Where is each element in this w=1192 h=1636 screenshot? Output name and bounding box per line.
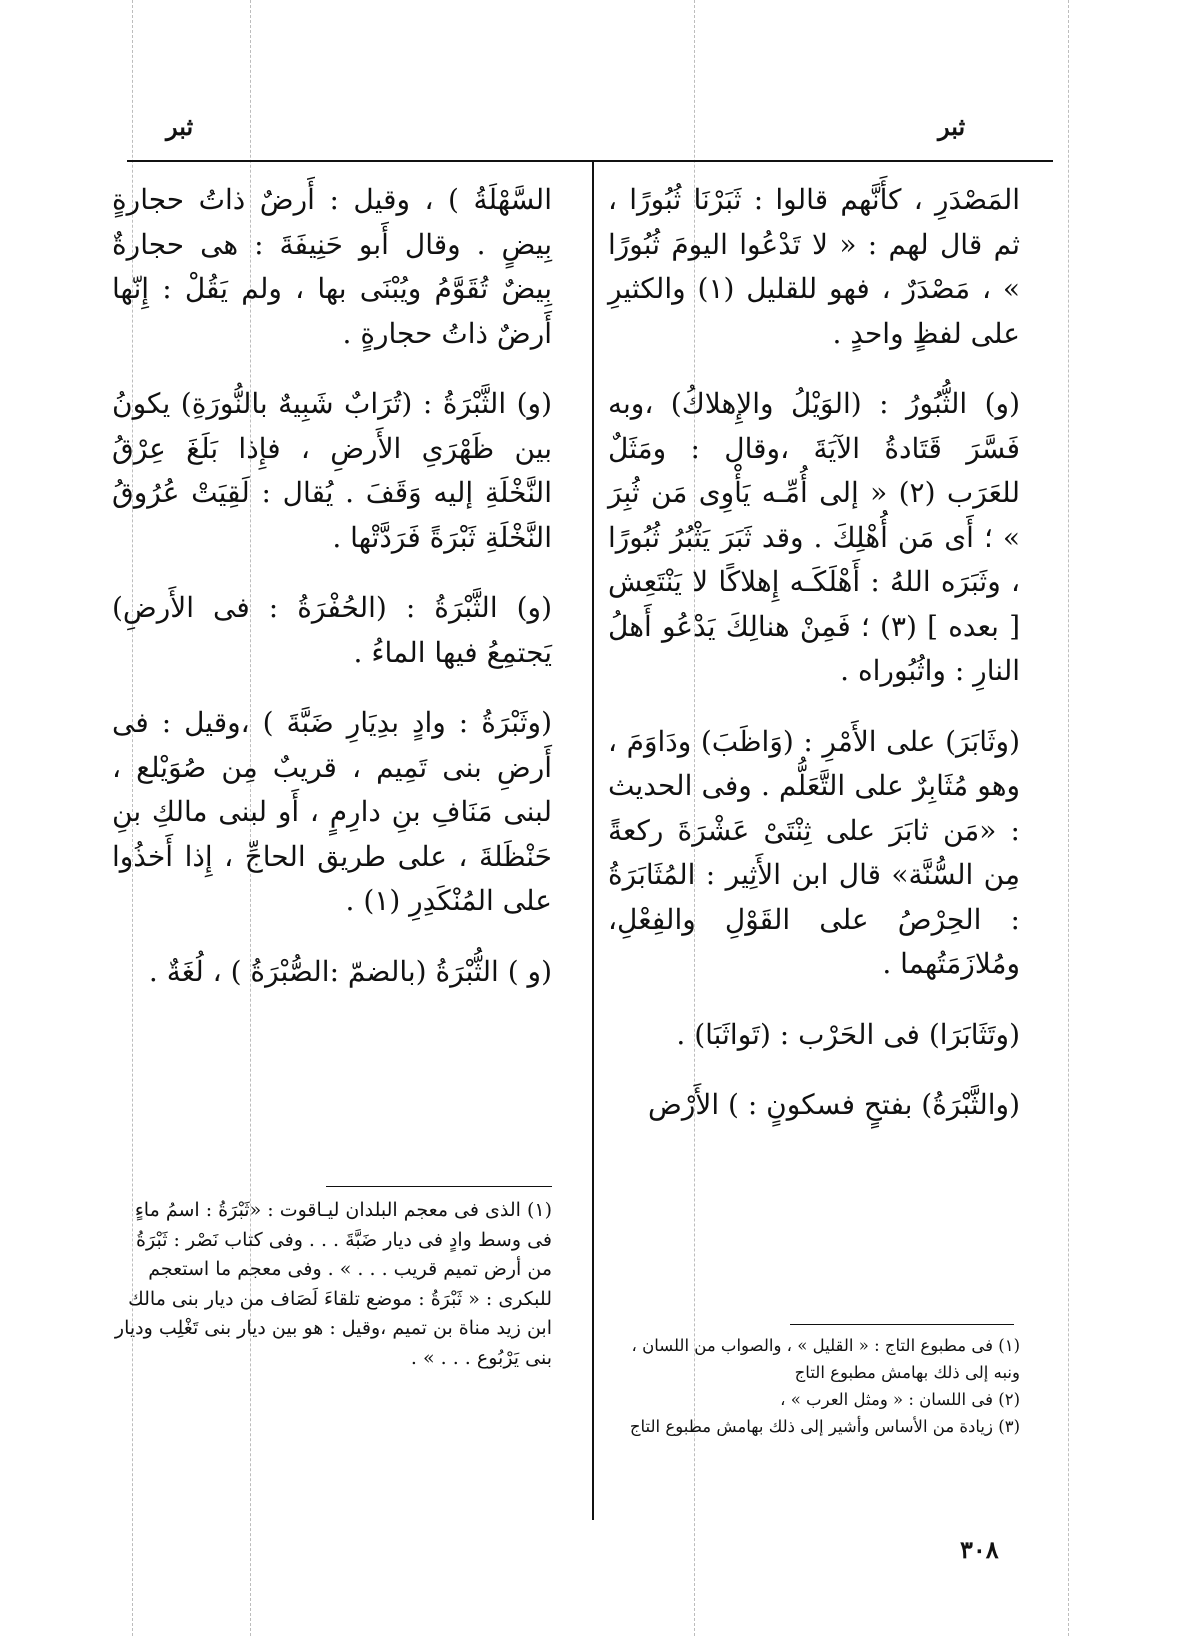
paragraph: المَصْدَرِ ، كأَنَّهم قالوا : ثَبَرْنَا ثُبُورًا ، ثم قال لهم : « لا تَدْعُوا اليومَ ثُبُورًا » ، مَصْدَرٌ ، فهو للقليل (١) والكثيرِ على لفظٍ واحدٍ . xyxy=(608,183,1020,350)
right-column xyxy=(608,178,1020,1128)
footnote: (١) الذى فى معجم البلدان ليـاقوت : «ثَبْرَةُ : اسمُ ماءٍ فى وسط وادٍ فى ديار ضَبَّةَ . . . وفى كتاب نَصْر : ثَبْرَةُ من أرض تميم قريب . . . » . وفى معجم ما استعجم للبكرى : « ثَبْرَةُ : موضع تلقاءَ لَصَاف من ديار بنى مالك ابن زيد مناة بن تميم ،وقيل : هو بين ديار بنى تَغْلِب وديار بنى يَرْبُوع . . . » . xyxy=(114,1199,552,1369)
paragraph: (والثَّبْرَةُ) بفتحٍ فسكونٍ : ) الأَرْض xyxy=(647,1088,1020,1121)
paragraph: السَّهْلَةُ ) ، وقيل : أَرضٌ ذاتُ حجارةٍ بِيضٍ . وقال أَبو حَنِيفَةَ : هى حجارةٌ بِيضٌ تُقَوَّمُ ويُبْنَى بها ، ولم يَقُلْ : إِنّها أَرضٌ ذاتُ حجارةٍ . xyxy=(112,183,552,350)
paragraph: (و) الثَّبْرَةُ : (تُرَابٌ شَبِيهٌ بالنُّورَةِ) يكونُ بين ظَهْرَىِ الأَرضِ ، فإِذا بَلَغَ عِرْقُ النَّخْلَةِ إليه وَقَفَ . يُقال : لَقِيَتْ عُرُوقُ النَّخْلَةِ ثَبْرَةً فَرَدَّتْها . xyxy=(112,387,552,554)
left-footnotes xyxy=(112,1196,552,1373)
column-divider xyxy=(592,160,594,1520)
footnote: (١) فى مطبوع التاج : « القليل » ، والصواب من اللسان ، ونبه إلى ذلك بهامش مطبوع التاج xyxy=(631,1336,1020,1382)
paragraph: (وثَابَرَ) على الأَمْرِ : (وَاظَبَ) ودَاوَمَ ، وهو مُثَابِرٌ على التَّعَلُّم . وفى الحديث : «مَن ثابَرَ على ثِنْتَىْ عَشْرَةَ ركعةً مِن السُّنَّة» قال ابن الأَثِير : المُثَابَرَةُ : الحِرْصُ على القَوْلِ والفِعْلِ، ومُلازَمَتُهما . xyxy=(608,724,1020,980)
paragraph: (و) الثُّبُورُ : (الوَيْلُ والإِهلاكُ) ،وبه فَسَّرَ قَتَادةُ الآيَةَ ،وقال : ومَثَلٌ للعَرَب (٢) « إلى أُمِّـه يَأْوِى مَن ثُبِرَ » ؛ أَى مَن أُهْلِكَ . وقد ثَبَرَ يَثْبُرُ ثُبُورًا ، وثَبَرَه اللهُ : أَهْلَكَـه إِهلاكًا لا يَنْتَعِش [ بعده ] (٣) ؛ فَمِنْ هنالِكَ يَدْعُو أَهلُ النارِ : واثُبُوراه . xyxy=(608,387,1021,687)
footnote: (٢) فى اللسان : « ومثل العرب » ، xyxy=(780,1390,1020,1409)
right-footnotes xyxy=(608,1332,1020,1440)
header-rule xyxy=(127,160,1053,162)
paragraph: (و) الثَّبْرَةُ : (الحُفْرَةُ : فى الأَرضِ) يَجتمِعُ فيها الماءُ . xyxy=(112,591,552,669)
page-number: ٣٠٨ xyxy=(960,1535,999,1564)
scan-fold-line xyxy=(1068,0,1069,1636)
left-column xyxy=(112,178,552,994)
footnote: (٣) زيادة من الأساس وأشير إلى ذلك بهامش مطبوع التاج xyxy=(629,1417,1020,1436)
header-left-root: ثبر xyxy=(166,112,194,141)
footnote-rule xyxy=(326,1186,552,1187)
header-right-root: ثبر xyxy=(938,112,966,141)
paragraph: (وتَثَابَرَا) فى الحَرْب : (تَواثَبَا) . xyxy=(676,1017,1020,1051)
paragraph: (وثَبْرَةُ : وادٍ بدِيَارِ ضَبَّةَ ) ،وقيل : فى أَرضِ بنى تَمِيم ، قريبٌ مِن صُوَيْلع ، لبنى مَنَافِ بنِ دارِمٍ ، أَو لبنى مالكِ بنِ حَنْظَلةَ ، على طريق الحاجِّ ، إِذا أَخذُوا على المُنْكَدِرِ (١) . xyxy=(112,706,552,917)
footnote-rule xyxy=(790,1324,1014,1325)
paragraph: (و ) الثُّبْرَةُ (بالضمّ :الصُّبْرَةُ ) ، لُغَةٌ . xyxy=(148,954,552,988)
